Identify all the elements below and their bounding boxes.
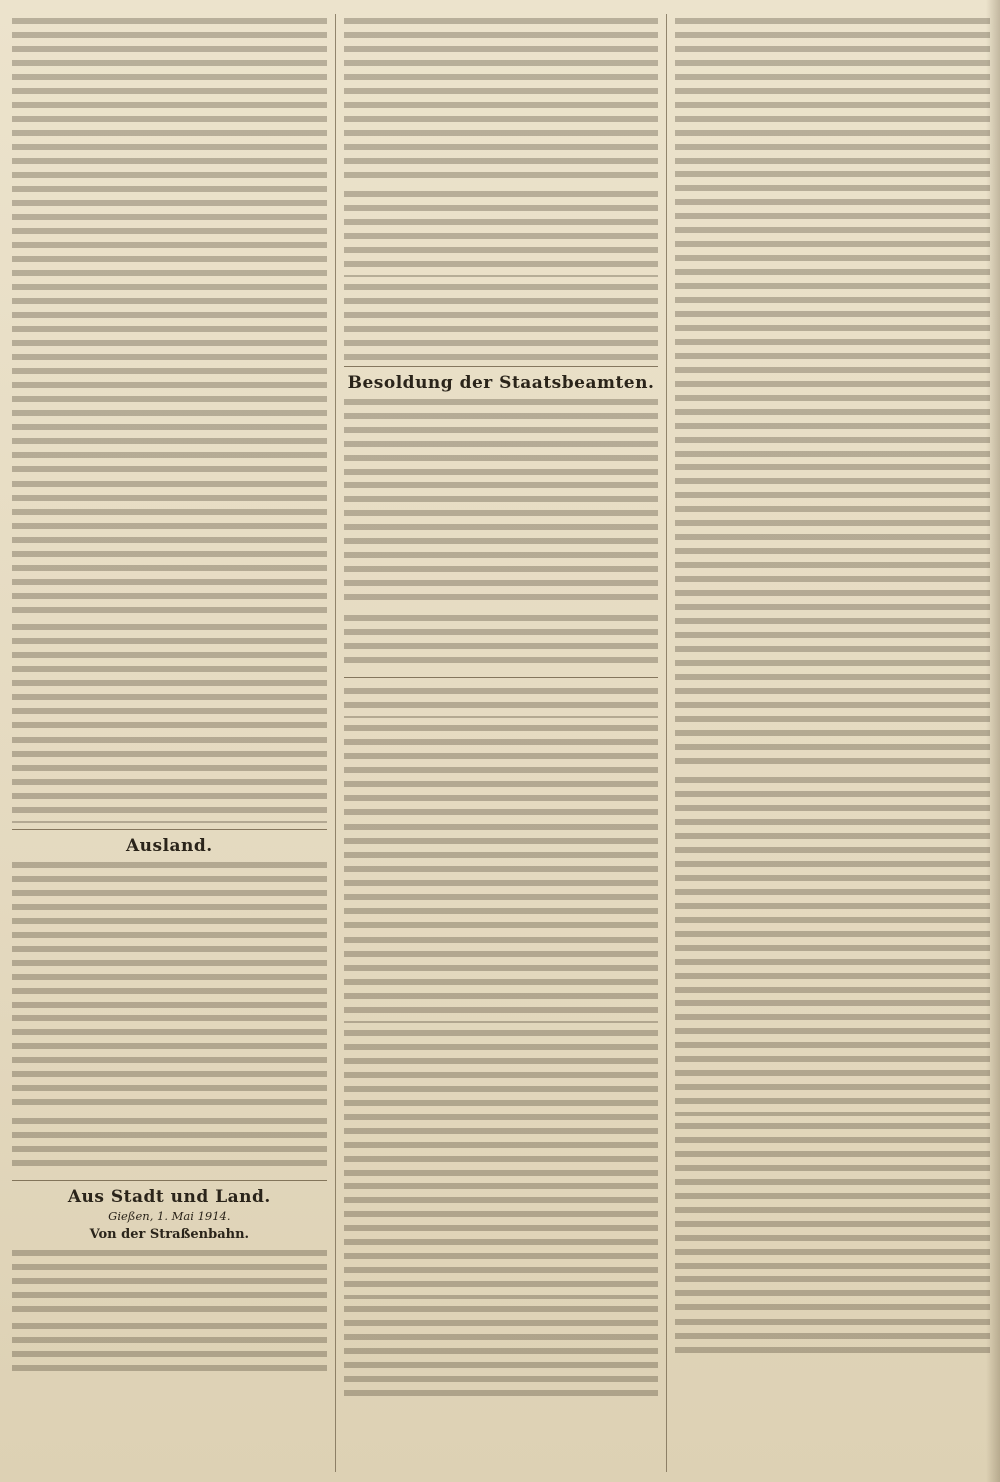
column-rule [666, 14, 667, 1472]
article-paragraph [344, 1179, 659, 1299]
article-paragraph [12, 620, 327, 730]
article-paragraph [344, 395, 659, 475]
article-paragraph [344, 1302, 659, 1402]
article-paragraph [344, 478, 659, 608]
article-paragraph [675, 1315, 990, 1355]
article-paragraph [344, 187, 659, 277]
article-paragraph [344, 933, 659, 1023]
article-paragraph [344, 820, 659, 930]
col1-top-articles [12, 14, 327, 823]
article-title-strassenbahn: Von der Straßenbahn. [89, 1227, 250, 1242]
article-paragraph [344, 684, 659, 718]
section-title-stadt-und-land: Aus Stadt und Land. [67, 1187, 271, 1207]
article-paragraph [675, 1272, 990, 1312]
article-paragraph [675, 14, 990, 164]
article-paragraph [675, 996, 990, 1116]
section-divider [12, 829, 327, 830]
article-paragraph [12, 477, 327, 617]
article-paragraph [344, 1026, 659, 1176]
article-paragraph [12, 1319, 327, 1379]
section-divider [344, 677, 659, 678]
section-title-ausland: Ausland. [125, 836, 213, 856]
article-paragraph [12, 858, 327, 1008]
section-title-besoldung: Besoldung der Staatsbeamten. [347, 373, 655, 393]
column-rule [335, 14, 336, 1472]
column-2 [344, 14, 659, 1472]
article-paragraph [675, 460, 990, 770]
column-layout [12, 14, 990, 1472]
column-3 [675, 14, 990, 1472]
column-1 [12, 14, 327, 1472]
article-paragraph [12, 733, 327, 823]
article-paragraph [12, 1011, 327, 1111]
article-paragraph [344, 721, 659, 817]
article-paragraph [12, 1114, 327, 1174]
article-paragraph [675, 167, 990, 457]
article-paragraph [675, 773, 990, 993]
article-paragraph [344, 280, 659, 360]
dateline: Gießen, 1. Mai 1914. [108, 1209, 231, 1223]
article-paragraph [675, 1119, 990, 1269]
article-paragraph [344, 611, 659, 671]
article-paragraph [12, 14, 327, 474]
section-divider [344, 366, 659, 367]
section-divider [12, 1180, 327, 1181]
article-paragraph [344, 14, 659, 184]
article-paragraph [12, 1246, 327, 1316]
